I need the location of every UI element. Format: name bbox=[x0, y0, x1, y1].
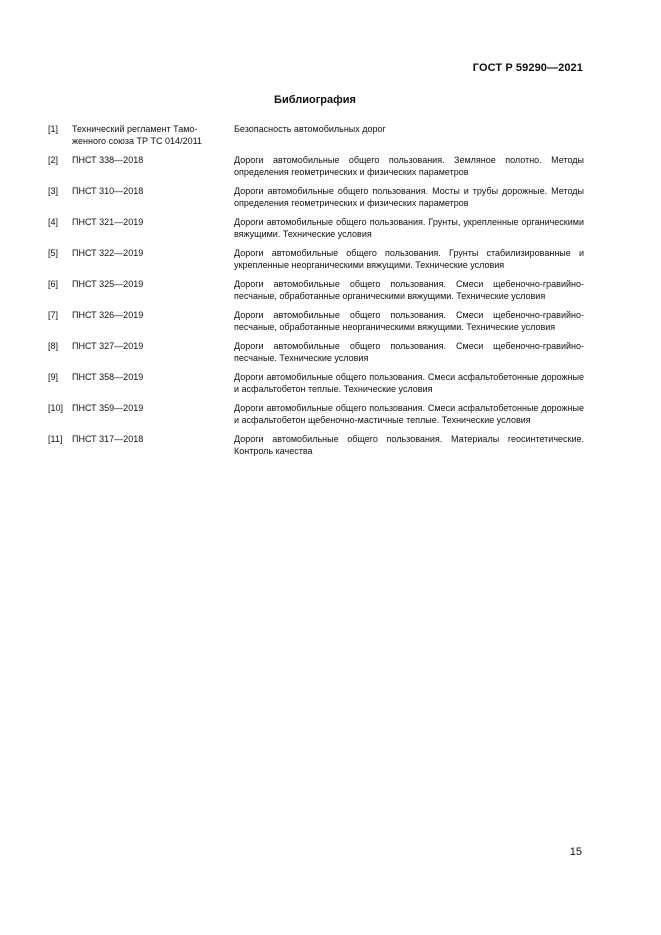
entry-number: [3] bbox=[48, 186, 59, 196]
entry-number: [4] bbox=[48, 217, 59, 227]
bibliography-entry bbox=[48, 217, 584, 240]
entry-number: [7] bbox=[48, 310, 59, 320]
entry-source: ПНСТ 325—2019 bbox=[72, 279, 144, 289]
entry-description: Безопасность автомобильных дорог bbox=[234, 124, 386, 134]
entry-description: Дороги автомобильные общего пользования. Грунты, укрепленные органическими вяжущими. Технические условия bbox=[234, 217, 584, 239]
bibliography-entry bbox=[48, 186, 584, 209]
entry-description: Дороги автомобильные общего пользования. Смеси щебеночно-гравийно-песчаные, обработанные органическими вяжущими. Технические условия bbox=[234, 279, 584, 301]
entry-description: Дороги автомобильные общего пользования. Смеси асфальтобетонные дорожные и асфальтобетон теплые. Технические условия bbox=[234, 372, 584, 394]
entry-number: [5] bbox=[48, 248, 59, 258]
entry-description: Дороги автомобильные общего пользования. Смеси щебеночно-гравийно-песчаные. Технические условия bbox=[234, 341, 584, 363]
entry-source: ПНСТ 327—2019 bbox=[72, 341, 144, 351]
entry-source: ПНСТ 326—2019 bbox=[72, 310, 144, 320]
entry-description: Дороги автомобильные общего пользования. Материалы геосинтетические. Контроль качества bbox=[234, 434, 584, 456]
bibliography-entry bbox=[48, 279, 584, 302]
entry-number: [8] bbox=[48, 341, 59, 351]
bibliography-entry bbox=[48, 372, 584, 395]
bibliography-entry bbox=[48, 310, 584, 333]
entry-source: ПНСТ 358—2019 bbox=[72, 372, 144, 382]
entry-source: ПНСТ 359—2019 bbox=[72, 403, 144, 413]
bibliography-entry bbox=[48, 124, 584, 147]
entry-description: Дороги автомобильные общего пользования. Грунты стабилизированные и укрепленные неорганическими вяжущими. Технические условия bbox=[234, 248, 584, 270]
bibliography-entry bbox=[48, 434, 584, 457]
page-title: Библиография bbox=[274, 94, 356, 106]
entry-number: [10] bbox=[48, 403, 64, 413]
entry-number: [6] bbox=[48, 279, 59, 289]
entry-description: Дороги автомобильные общего пользования. Земляное полотно. Методы определения геометрических и физических параметров bbox=[234, 155, 584, 177]
bibliography-entry bbox=[48, 341, 584, 364]
entry-source: ПНСТ 317—2018 bbox=[72, 434, 144, 444]
entry-description: Дороги автомобильные общего пользования. Мосты и трубы дорожные. Методы определения геометрических и физических параметров bbox=[234, 186, 584, 208]
entry-source: ПНСТ 338—2018 bbox=[72, 155, 144, 165]
entry-number: [9] bbox=[48, 372, 59, 382]
entry-source: ПНСТ 310—2018 bbox=[72, 186, 144, 196]
entry-number: [1] bbox=[48, 124, 59, 134]
entry-description: Дороги автомобильные общего пользования. Смеси асфальтобетонные дорожные и асфальтобетон щебеночно-мастичные теплые. Технические условия bbox=[234, 403, 584, 425]
document-code: ГОСТ Р 59290—2021 bbox=[472, 62, 583, 74]
bibliography-entry bbox=[48, 248, 584, 271]
bibliography-list bbox=[48, 124, 584, 465]
page-number: 15 bbox=[569, 846, 582, 858]
entry-number: [11] bbox=[48, 434, 63, 444]
bibliography-entry bbox=[48, 155, 584, 178]
entry-source: Технический регламент Тамо-женного союза ТР ТС 014/2011 bbox=[72, 124, 202, 146]
entry-source: ПНСТ 322—2019 bbox=[72, 248, 144, 258]
entry-number: [2] bbox=[48, 155, 59, 165]
bibliography-entry bbox=[48, 403, 584, 426]
entry-description: Дороги автомобильные общего пользования. Смеси щебеночно-гравийно-песчаные, обработанные неорганическими вяжущими. Технические условия bbox=[234, 310, 584, 332]
entry-source: ПНСТ 321—2019 bbox=[72, 217, 144, 227]
